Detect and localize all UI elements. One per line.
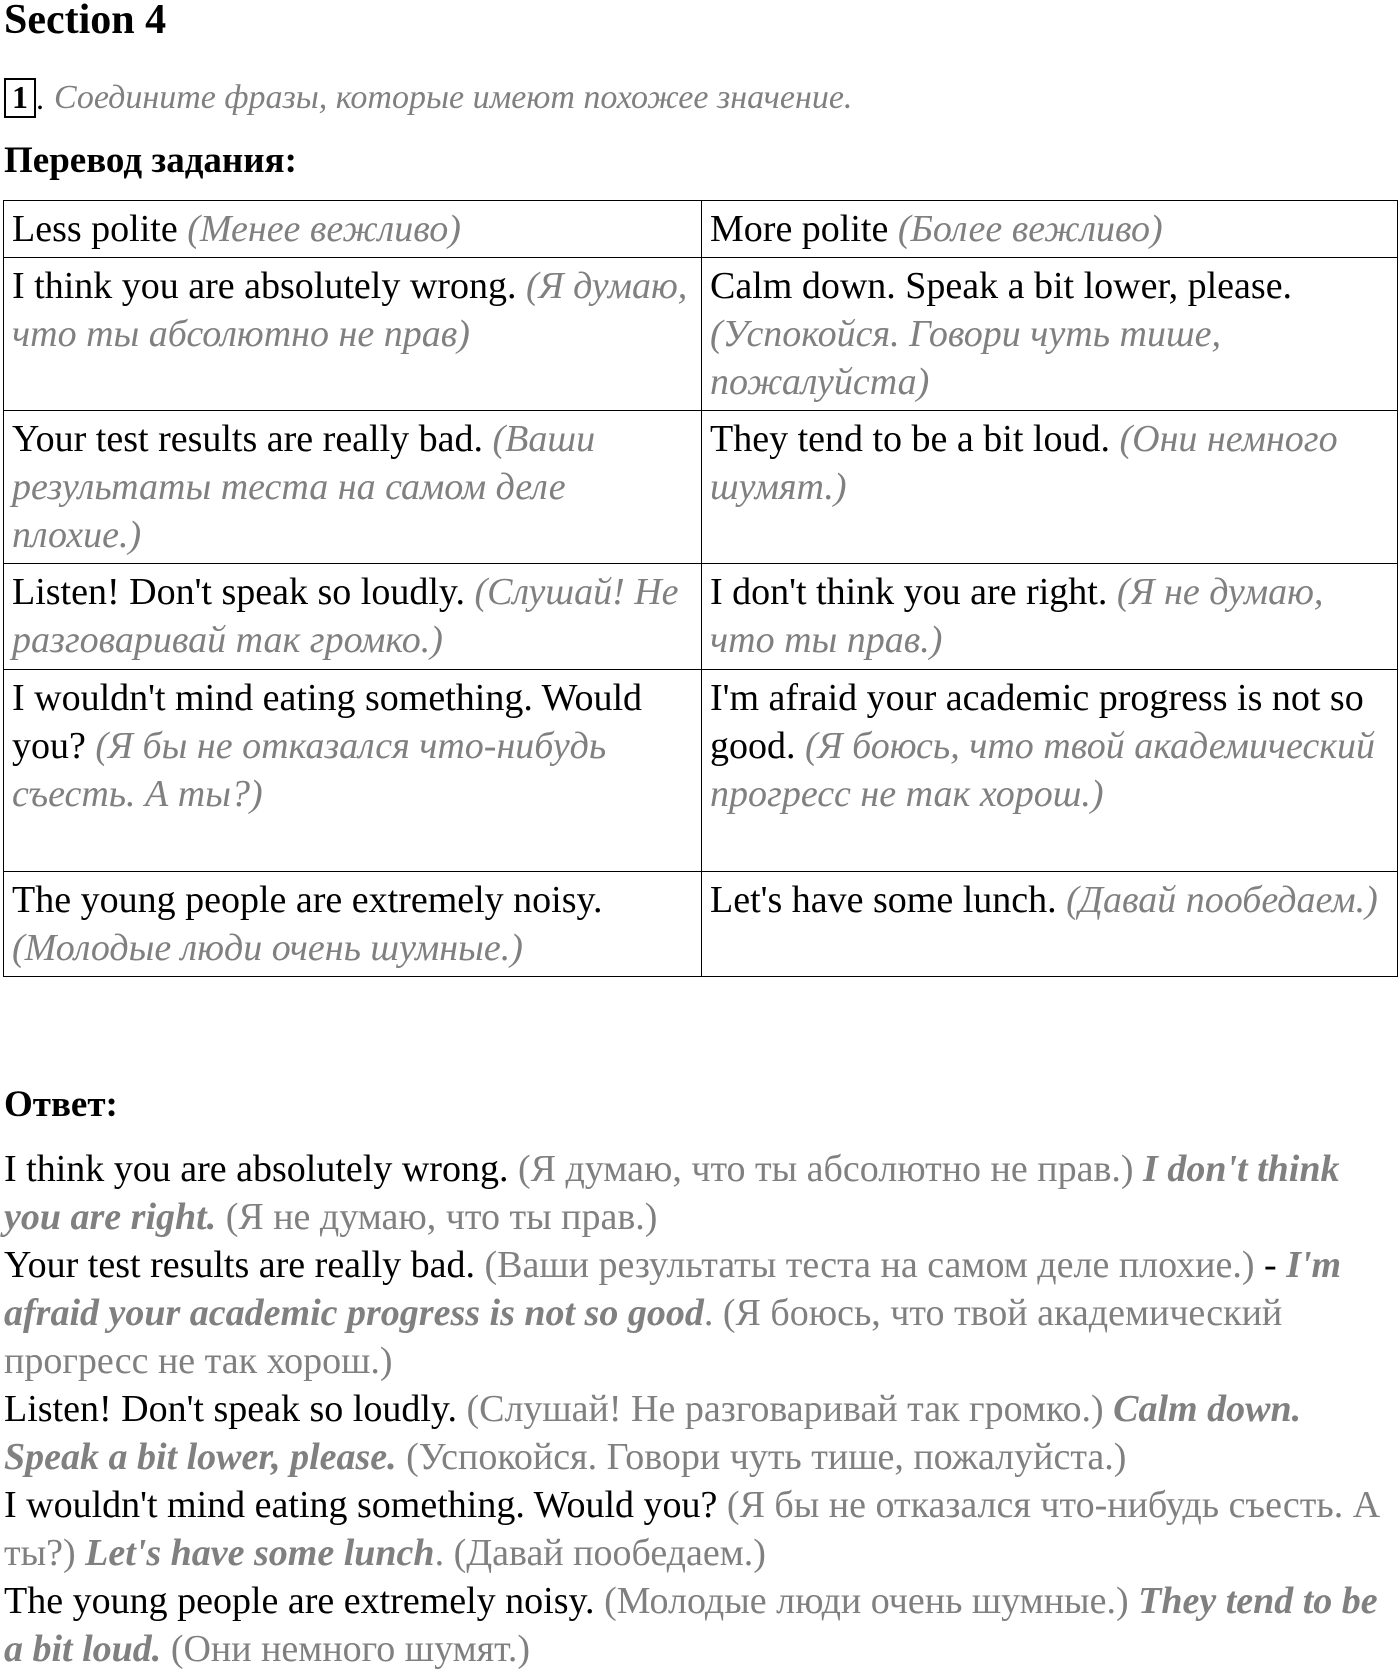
answer-phrase: Your test results are really bad.: [4, 1244, 476, 1286]
answer-match: I'm afraid your academic progress is not so good: [4, 1244, 1342, 1334]
answer-phrase-ru: (Слушай! Не разговаривай так громко.): [466, 1388, 1104, 1430]
answer-match: They tend to be a bit loud.: [4, 1580, 1378, 1670]
answer-phrase-ru: (Ваши результаты теста на самом деле плохие.): [484, 1244, 1255, 1286]
more-polite-cell: [702, 411, 1398, 564]
answer-match: Calm down. Speak a bit lower, please.: [4, 1388, 1302, 1478]
more-polite-cell: [702, 872, 1398, 977]
table-header-row: [4, 201, 1398, 258]
header-en: More polite: [710, 208, 889, 250]
less-polite-cell: [4, 411, 702, 564]
task-number-box: 1: [4, 78, 36, 118]
answer-phrase: I wouldn't mind eating something. Would you?: [4, 1484, 718, 1526]
answer-separator: -: [1264, 1244, 1277, 1286]
task-instruction: [4, 76, 852, 120]
phrase-en: Calm down. Speak a bit lower, please.: [710, 265, 1293, 307]
phrase-ru: (Молодые люди очень шумные.): [12, 927, 523, 969]
phrases-table: [3, 200, 1398, 977]
phrase-en: The young people are extremely noisy.: [12, 879, 603, 921]
answer-match-ru: . (Давай пообедаем.): [434, 1532, 766, 1574]
header-ru: (Менее вежливо): [187, 208, 461, 250]
answer-phrase-ru: (Молодые люди очень шумные.): [604, 1580, 1129, 1622]
answer-phrase-ru: (Я бы не отказался что-нибудь съесть. А ты?): [4, 1484, 1381, 1574]
phrase-ru: (Успокойся. Говори чуть тише, пожалуйста): [710, 313, 1222, 403]
header-more-polite: [702, 201, 1398, 258]
phrase-en: They tend to be a bit loud.: [710, 418, 1110, 460]
table-row: [4, 258, 1398, 411]
less-polite-cell: [4, 670, 702, 872]
answer-match: Let's have some lunch: [85, 1532, 435, 1574]
phrase-ru: (Они немного шумят.): [710, 418, 1338, 508]
translation-heading: Перевод задания:: [4, 140, 297, 181]
phrase-ru: (Слушай! Не разговаривай так громко.): [12, 571, 679, 661]
phrase-en: Let's have some lunch.: [710, 879, 1057, 921]
section-title: Section 4: [4, 0, 167, 43]
phrase-ru: (Я не думаю, что ты прав.): [710, 571, 1324, 661]
task-number-dot: .: [36, 79, 44, 116]
table-row: [4, 564, 1398, 670]
answer-phrase: Listen! Don't speak so loudly.: [4, 1388, 457, 1430]
phrase-en: Listen! Don't speak so loudly.: [12, 571, 465, 613]
answer-item: [4, 1241, 1396, 1385]
more-polite-cell: [702, 564, 1398, 670]
answer-item: [4, 1145, 1396, 1241]
answer-match-ru: . (Я боюсь, что твой академический прогресс не так хорош.): [4, 1292, 1283, 1382]
phrase-ru: (Давай пообедаем.): [1066, 879, 1378, 921]
table-row: [4, 411, 1398, 564]
answer-match-ru: (Они немного шумят.): [170, 1628, 530, 1670]
phrase-en: I'm afraid your academic progress is not so good.: [710, 677, 1364, 767]
header-en: Less polite: [12, 208, 178, 250]
answer-item: [4, 1577, 1396, 1673]
less-polite-cell: [4, 564, 702, 670]
answer-match-ru: (Я не думаю, что ты прав.): [225, 1196, 658, 1238]
answer-match: I don't think you are right.: [4, 1148, 1340, 1238]
more-polite-cell: [702, 670, 1398, 872]
phrase-en: I think you are absolutely wrong.: [12, 265, 517, 307]
phrase-en: Your test results are really bad.: [12, 418, 484, 460]
answer-phrase: The young people are extremely noisy.: [4, 1580, 595, 1622]
answer-block: [4, 1145, 1396, 1673]
phrase-en: I wouldn't mind eating something. Would you?: [12, 677, 643, 767]
phrase-ru: (Я бы не отказался что-нибудь съесть. А ты?): [12, 725, 607, 815]
header-less-polite: [4, 201, 702, 258]
answer-item: [4, 1481, 1396, 1577]
phrase-ru: (Я боюсь, что твой академический прогресс не так хорош.): [710, 725, 1376, 815]
answer-match-ru: (Успокойся. Говори чуть тише, пожалуйста.): [406, 1436, 1127, 1478]
answer-phrase: I think you are absolutely wrong.: [4, 1148, 509, 1190]
table-row: [4, 872, 1398, 977]
more-polite-cell: [702, 258, 1398, 411]
phrase-ru: (Я думаю, что ты абсолютно не прав): [12, 265, 688, 355]
table-row: [4, 670, 1398, 872]
less-polite-cell: [4, 258, 702, 411]
header-ru: (Более вежливо): [897, 208, 1163, 250]
phrase-ru: (Ваши результаты теста на самом деле плохие.): [12, 418, 596, 556]
phrase-en: I don't think you are right.: [710, 571, 1108, 613]
less-polite-cell: [4, 872, 702, 977]
task-instruction-text: Соедините фразы, которые имеют похожее значение.: [54, 79, 853, 116]
answer-item: [4, 1385, 1396, 1481]
answer-heading: Ответ:: [4, 1084, 118, 1125]
answer-phrase-ru: (Я думаю, что ты абсолютно не прав.): [517, 1148, 1134, 1190]
